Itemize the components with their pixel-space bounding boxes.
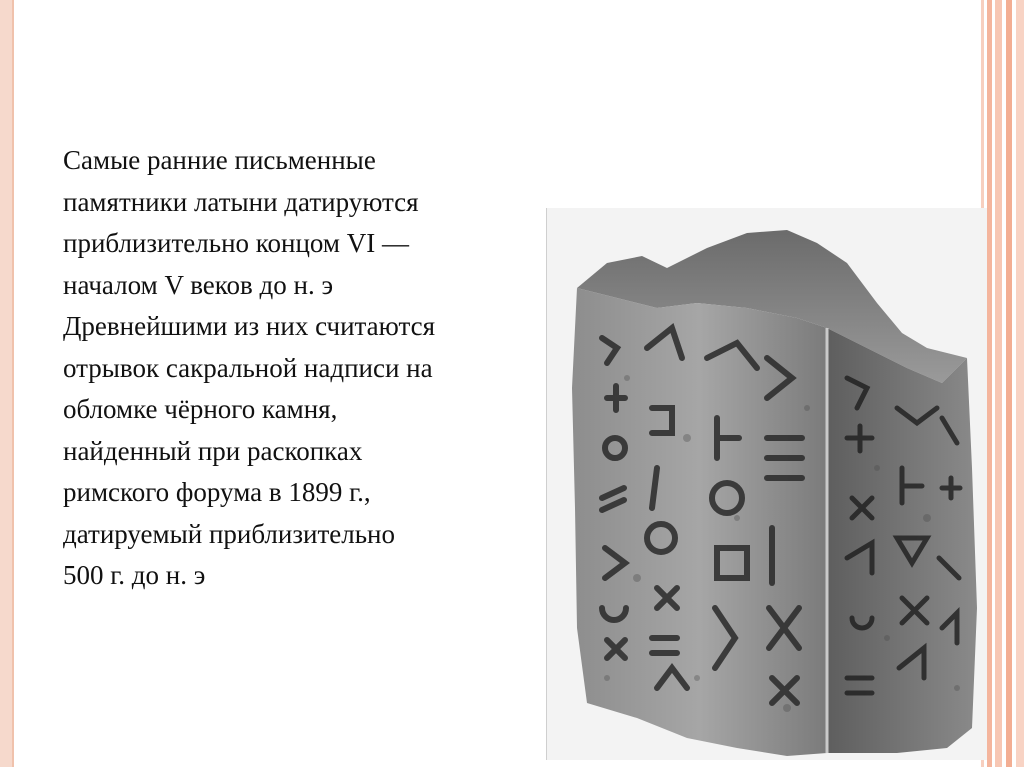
stone-illustration [547, 208, 987, 760]
paragraph-line: началом V веков до н. э [63, 269, 334, 300]
stripe [1006, 0, 1012, 767]
paragraph-line: обломке чёрного камня, [63, 394, 338, 424]
paragraph-line: 500 г. до н. э [63, 560, 206, 590]
stripe [995, 0, 1002, 767]
stripe [987, 0, 992, 767]
paragraph-line: найденный при раскопках [63, 435, 363, 466]
paragraph-line: датируемый приблизительно [63, 518, 395, 549]
paragraph-line: римского форума в 1899 г., [63, 477, 371, 507]
slide-left-border [0, 0, 12, 767]
paragraph-line: отрывок сакральной надписи на [63, 352, 433, 383]
stripe [1016, 0, 1024, 767]
paragraph-line: Самые ранние письменные [63, 145, 376, 175]
slide-left-border-line [12, 0, 14, 767]
paragraph-line: приблизительно концом VI — [63, 228, 409, 258]
main-paragraph [63, 140, 533, 597]
paragraph-line: Древнейшими из них считаются [63, 311, 436, 341]
paragraph-line: памятники латыни датируются [63, 186, 419, 217]
inscribed-stone-photo [546, 208, 987, 760]
